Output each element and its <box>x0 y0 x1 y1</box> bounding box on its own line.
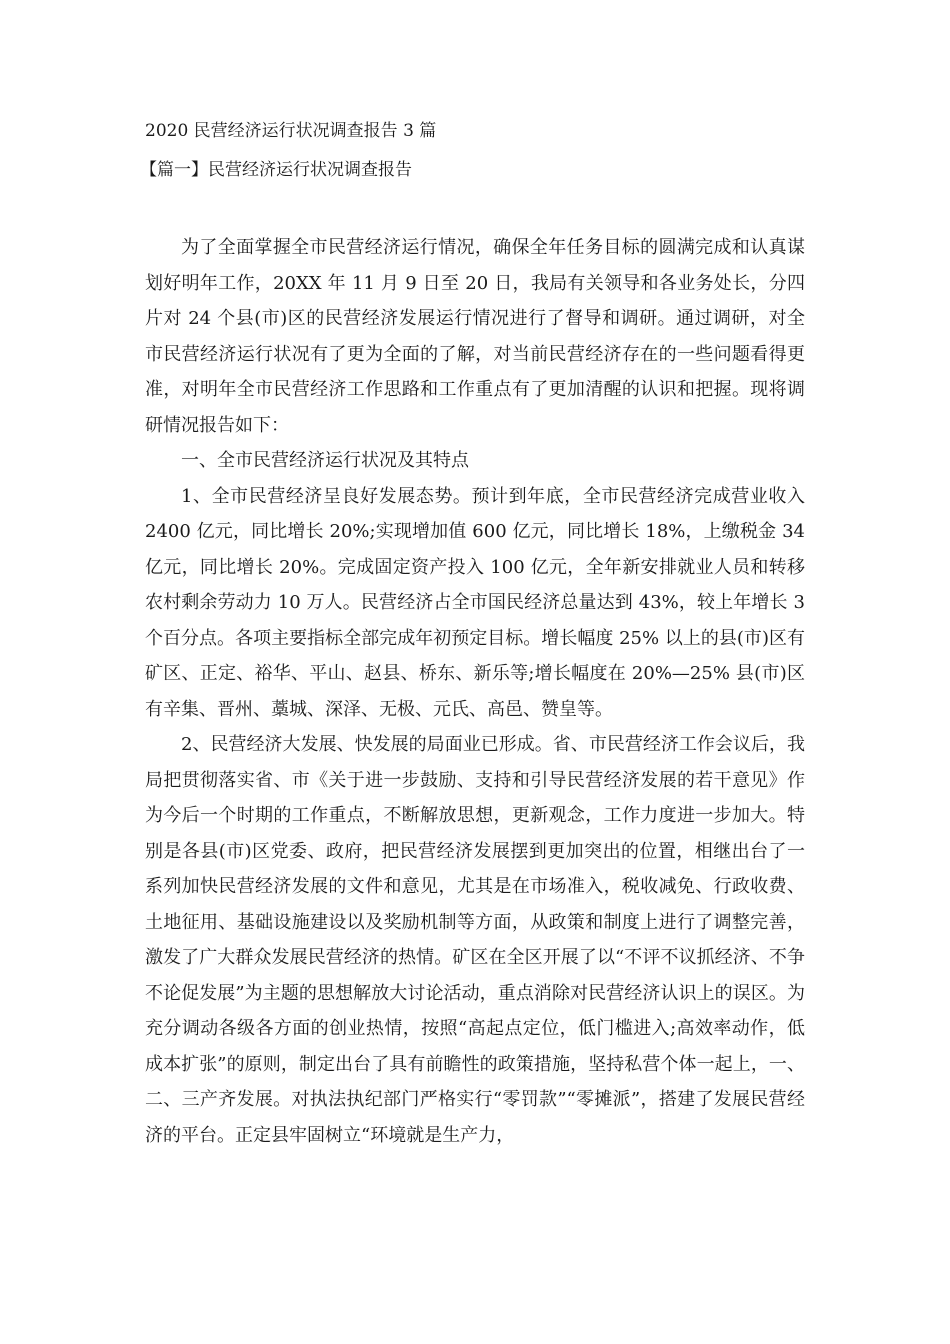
paragraph-heading: 一、全市民营经济运行状况及其特点 <box>181 450 469 471</box>
paragraph-item-1: 1、全市民营经济呈良好发展态势。预计到年底，全市民营经济完成营业收入 2400 亿元，同比增长 20%;实现增加值 600 亿元，同比增长 18%，上缴税金 34 亿元，同比增长 20%。完成固定资产投入 100 亿元，全年新安排就业人员和转移农村剩余劳动力 10 万人。民营经济占全市国民经济总量达到 43%，较上年增长 3 个百分点。各项主要指标全部完成年初预定目标。增长幅度 25% 以上的县(市)区有矿区、正定、裕华、平山、赵县、桥东、新乐等;增长幅度在 20%—25% 县(市)区有辛集、晋州、藁城、深泽、无极、元氏、高邑、赞皇等。 <box>145 485 805 720</box>
document-body <box>145 230 805 1153</box>
paragraph-intro: 为了全面掌握全市民营经济运行情况，确保全年任务目标的圆满完成和认真谋划好明年工作，20XX 年 11 月 9 日至 20 日，我局有关领导和各业务处长，分四片对 24 个县(市)区的民营经济发展运行情况进行了督导和调研。通过调研，对全市民营经济运行状况有了更为全面的了解，对当前民营经济存在的一些问题看得更准，对明年全市民营经济工作思路和工作重点有了更加清醒的认识和把握。现将调研情况报告如下： <box>145 237 805 436</box>
document-title: 2020 民营经济运行状况调查报告 3 篇 <box>145 121 437 141</box>
paragraph-item-2: 2、民营经济大发展、快发展的局面业已形成。省、市民营经济工作会议后，我局把贯彻落实省、市《关于进一步鼓励、支持和引导民营经济发展的若干意见》作为今后一个时期的工作重点，不断解放思想，更新观念，工作力度进一步加大。特别是各县(市)区党委、政府，把民营经济发展摆到更加突出的位置，相继出台了一系列加快民营经济发展的文件和意见，尤其是在市场准入，税收减免、行政收费、土地征用、基础设施建设以及奖励机制等方面，从政策和制度上进行了调整完善，激发了广大群众发展民营经济的热情。矿区在全区开展了以“不评不议抓经济、不争不论促发展”为主题的思想解放大讨论活动，重点消除对民营经济认识上的误区。为充分调动各级各方面的创业热情，按照“高起点定位，低门槛进入;高效率动作，低成本扩张”的原则，制定出台了具有前瞻性的政策措施，坚持私营个体一起上，一、二、三产齐发展。对执法执纪部门严格实行“零罚款”“零摊派”，搭建了发展民营经济的平台。正定县牢固树立“环境就是生产力， <box>145 734 805 1146</box>
section-title: 【篇一】民营经济运行状况调查报告 <box>140 160 412 180</box>
